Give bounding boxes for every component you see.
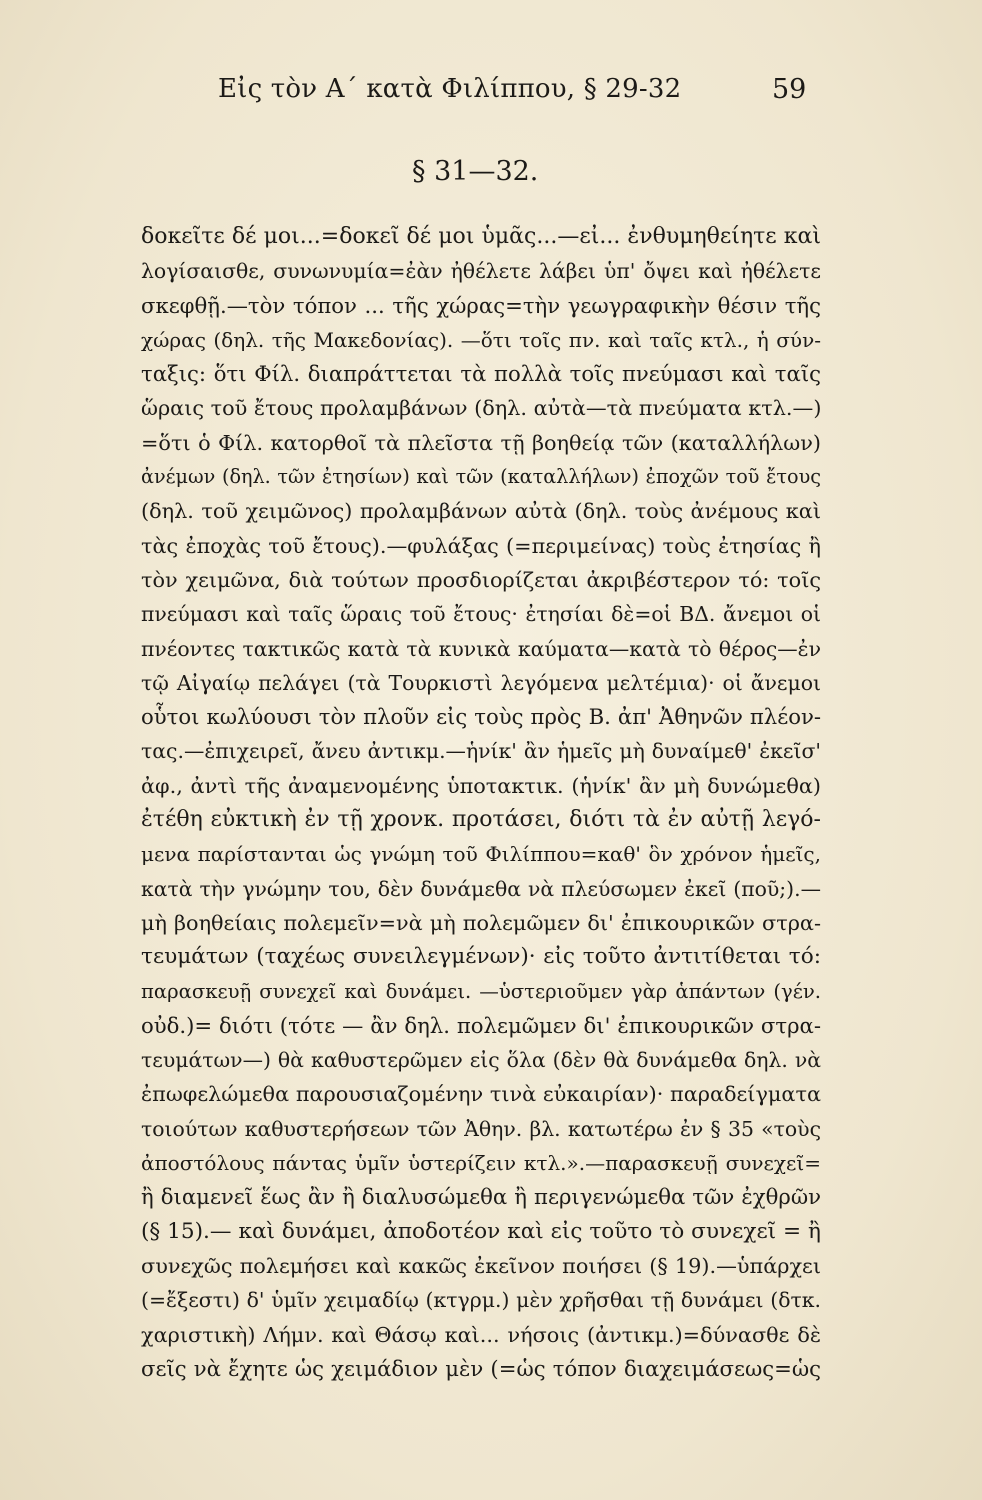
text-line: δοκεῖτε δέ μοι...=δοκεῖ δέ μοι ὑμᾶς...—εἰ... ἐνθυμηθείητε καὶ <box>141 224 821 249</box>
text-line: τας.—ἐπιχειρεῖ, ἄνευ ἀντικμ.—ἡνίκ' ἂν ἡμεῖς μὴ δυναίμεθ' ἐκεῖσ' <box>141 739 821 764</box>
text-line: ἐπωφελώμεθα παρουσιαζομένην τινὰ εὐκαιρίαν)· παραδείγματα <box>141 1082 821 1107</box>
text-line: ἐτέθη εὐκτικὴ ἐν τῇ χρονκ. προτάσει, διότι τὰ ἐν αὐτῇ λεγό- <box>141 807 821 833</box>
text-line: (δηλ. τοῦ χειμῶνος) προλαμβάνων αὐτὰ (δηλ. τοὺς ἀνέμους καὶ <box>141 499 821 524</box>
text-line: ἢ διαμενεῖ ἕως ἂν ἢ διαλυσώμεθα ἢ περιγενώμεθα τῶν ἐχθρῶν <box>141 1184 821 1210</box>
text-line: τῷ Αἰγαίῳ πελάγει (τὰ Τουρκιστὶ λεγόμενα μελτέμια)· οἱ ἄνεμοι <box>141 670 821 695</box>
commentary-text <box>141 220 821 1386</box>
text-line: σεῖς νὰ ἔχητε ὡς χειμάδιον μὲν (=ὡς τόπον διαχειμάσεως=ὡς <box>141 1355 821 1381</box>
text-line: τὸν χειμῶνα, διὰ τούτων προσδιορίζεται ἀκριβέστερον τό: τοῖς <box>141 567 821 592</box>
text-line: σκεφθῇ.—τὸν τόπον ... τῆς χώρας=τὴν γεωγραφικὴν θέσιν τῆς <box>141 292 821 318</box>
text-line: τοιούτων καθυστερήσεων τῶν Ἀθην. βλ. κατωτέρω ἐν § 35 «τοὺς <box>141 1116 821 1141</box>
text-line: τευμάτων—) θὰ καθυστερῶμεν εἰς ὅλα (δὲν θὰ δυνάμεθα δηλ. νὰ <box>141 1048 821 1073</box>
text-line: οὗτοι κωλύουσι τὸν πλοῦν εἰς τοὺς πρὸς Β. ἀπ' Ἀθηνῶν πλέον- <box>141 704 821 730</box>
text-line: χαριστικὴ) Λήμν. καὶ Θάσῳ καὶ... νήσοις (ἀντικμ.)=δύνασθε δὲ <box>141 1322 821 1347</box>
text-line: οὐδ.)= διότι (τότε — ἂν δηλ. πολεμῶμεν δι' ἐπικουρικῶν στρα- <box>141 1012 821 1038</box>
text-line: (=ἔξεστι) δ' ὑμῖν χειμαδίῳ (κτγρμ.) μὲν χρῆσθαι τῇ δυνάμει (δτκ. <box>141 1288 821 1313</box>
text-line: συνεχῶς πολεμήσει καὶ κακῶς ἐκεῖνον ποιήσει (§ 19).—ὑπάρχει <box>141 1253 821 1278</box>
text-line: ὥραις τοῦ ἔτους προλαμβάνων (δηλ. αὐτὰ—τὰ πνεύματα κτλ.—) <box>141 396 821 421</box>
text-line: ἀνέμων (δηλ. τῶν ἐτησίων) καὶ τῶν (καταλλήλων) ἐποχῶν τοῦ ἔτους <box>141 465 821 489</box>
text-line: χώρας (δηλ. τῆς Μακεδονίας). —ὅτι τοῖς πν. καὶ ταῖς κτλ., ἡ σύν- <box>141 327 821 352</box>
running-title: Εἰς τὸν Α΄ κατὰ Φιλίππου, § 29-32 <box>218 74 682 104</box>
text-line: ἀφ., ἀντὶ τῆς ἀναμενομένης ὑποτακτικ. (ἡνίκ' ἂν μὴ δυνώμεθα) <box>141 773 821 798</box>
page-number: 59 <box>772 74 807 105</box>
text-line: μενα παρίστανται ὡς γνώμη τοῦ Φιλίππου=καθ' ὃν χρόνον ἡμεῖς, <box>141 842 821 867</box>
text-line: παρασκευῇ συνεχεῖ καὶ δυνάμει. —ὑστεριοῦμεν γὰρ ἁπάντων (γέν. <box>141 979 821 1003</box>
text-line: =ὅτι ὁ Φίλ. κατορθοῖ τὰ πλεῖστα τῇ βοηθείᾳ τῶν (καταλλήλων) <box>141 430 821 455</box>
text-line: τὰς ἐποχὰς τοῦ ἔτους).—φυλάξας (=περιμείνας) τοὺς ἐτησίας ἢ <box>141 533 821 558</box>
text-line: λογίσαισθε, συνωνυμία=ἐὰν ἠθέλετε λάβει ὑπ' ὄψει καὶ ἠθέλετε <box>141 259 821 284</box>
text-line: κατὰ τὴν γνώμην του, δὲν δυνάμεθα νὰ πλεύσωμεν ἐκεῖ (ποῦ;).— <box>141 876 821 901</box>
text-line: (§ 15).— καὶ δυνάμει, ἀποδοτέον καὶ εἰς τοῦτο τὸ συνεχεῖ = ἢ <box>141 1218 821 1244</box>
text-line: πνεύμασι καὶ ταῖς ὥραις τοῦ ἔτους· ἐτησίαι δὲ=οἱ ΒΔ. ἄνεμοι οἱ <box>141 602 821 627</box>
text-line: μὴ βοηθείαις πολεμεῖν=νὰ μὴ πολεμῶμεν δι' ἐπικουρικῶν στρα- <box>141 910 821 935</box>
text-line: τευμάτων (ταχέως συνειλεγμένων)· εἰς τοῦτο ἀντιτίθεται τό: <box>141 944 821 970</box>
text-line: ταξις: ὅτι Φίλ. διαπράττεται τὰ πολλὰ τοῖς πνεύμασι καὶ ταῖς <box>141 361 821 387</box>
text-line: ἀποστόλους πάντας ὑμῖν ὑστερίζειν κτλ.».—παρασκευῇ συνεχεῖ= <box>141 1151 821 1176</box>
text-line: πνέοντες τακτικῶς κατὰ τὰ κυνικὰ καύματα—κατὰ τὸ θέρος—ἐν <box>141 636 821 661</box>
section-heading: § 31—32. <box>412 156 539 187</box>
